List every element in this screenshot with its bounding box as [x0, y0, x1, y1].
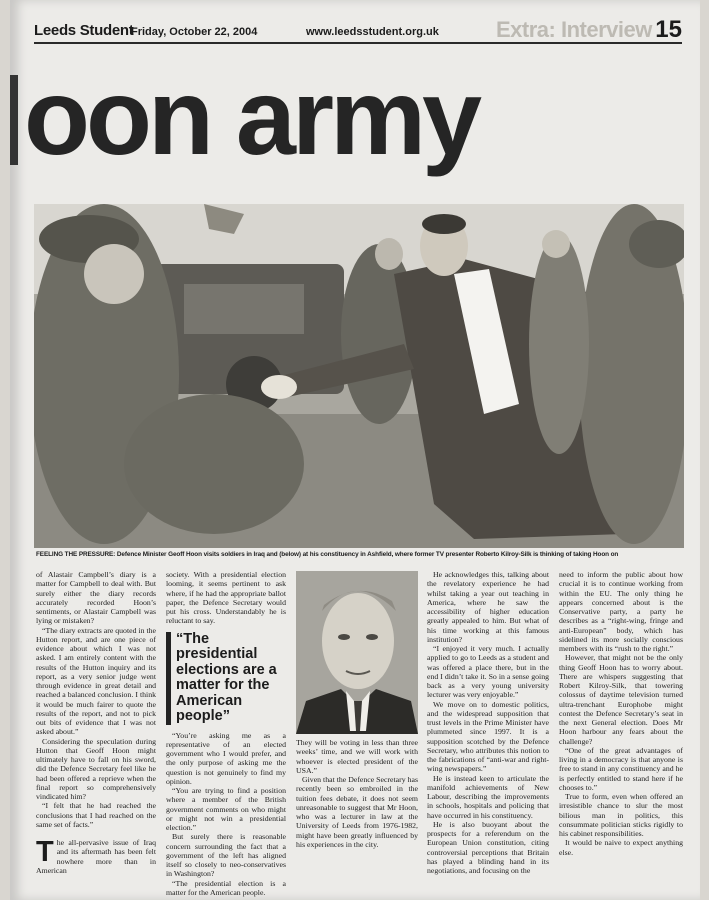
- portrait-photo: [296, 571, 418, 734]
- paragraph: “The diary extracts are quoted in the Hutton report, and are one piece of evidence about which I was not asked. I am entirely content with the results of the Hutton inquiry and its report, as a very senior judge went through evidence in great detail and reached a balanced conclusion. I think it would be much fairer to quote the results of the report, and not to pick out bits of evidence that I was not asked about.”: [36, 625, 156, 737]
- paragraph: He acknowledges this, talking about the revelatory experience he had whilst taking a year out teaching in America, where he saw the accessibility of higher education greatly appealed to him. But what of his time working at this famous institution?: [427, 570, 549, 644]
- article-column-3: [296, 738, 418, 849]
- paragraph: need to inform the public about how crucial it is to continue working from within the EU. The only thing he appears concerned about is the Conservative party, a party he describes as a “right-wing, fringe and anti-European” body, which has sidelined its more socially conscious members with its “rush to the right.”: [559, 570, 683, 653]
- paragraph: “You are trying to find a position where a member of the British government comments on who might or might not win a presidential election.”: [166, 786, 286, 832]
- paragraph: Given that the Defence Secretary has recently been so embroiled in the tuition fees debate, it does not seem unreasonable to suggest that Mr Hoon, who was a lecturer in law at the University of Leeds from 1976-1982, might have been greatly influenced by his experiences in the city.: [296, 775, 418, 849]
- main-photo: [34, 204, 684, 548]
- issue-date: Friday, October 22, 2004: [131, 26, 258, 38]
- paragraph: “I felt that he had reached the conclusions that I had reached on the same set of facts.”: [36, 801, 156, 829]
- article-column-2: [166, 570, 286, 897]
- paragraph: “The presidential election is a matter for the American people.: [166, 878, 286, 897]
- dropcap: T: [36, 836, 54, 868]
- article-column-5: [559, 570, 683, 857]
- paragraph: They will be voting in less than three weeks’ time, and we will work with whoever is elected president of the USA.”: [296, 738, 418, 775]
- portrait-illustration: [296, 571, 418, 734]
- paragraph: He is also buoyant about the prospects for a referendum on the European Union constitution, citing controversial perceptions that Britain has played a blinding hand in its negotiations, and focusing on the: [427, 819, 549, 875]
- article-column-1: [36, 570, 156, 875]
- paragraph: He is instead keen to articulate the manifold achievements of New Labour, describing the improvements in schools, hospitals and policing that have occurred in his constituency.: [427, 773, 549, 820]
- photo-caption: FEELING THE PRESSURE: Defence Minister Geoff Hoon visits soldiers in Iraq and (below) at his constituency in Ashfield, where former TV presenter Roberto Kilroy-Silk is thinking of taking Hoon on: [36, 551, 619, 558]
- section-title: Extra: Interview: [496, 17, 652, 42]
- dropcap-paragraph: [36, 838, 156, 875]
- headline: oon army: [24, 56, 479, 177]
- article-column-4: [427, 570, 549, 875]
- paragraph: It would be naive to expect anything else.: [559, 838, 683, 857]
- newspaper-page: [10, 0, 700, 900]
- pull-quote: “The presidential elections are a matter for the American people”: [166, 632, 286, 725]
- publication-name: Leeds Student: [34, 22, 134, 39]
- website-link[interactable]: www.leedsstudent.org.uk: [306, 26, 439, 38]
- main-photo-illustration: [34, 204, 684, 548]
- paragraph: True to form, even when offered an irresistible chance to slur the most bilious man in politics, this consummate politician sticks rigidly to his cabinet responsibilities.: [559, 792, 683, 838]
- headline-edge-fragment: [10, 75, 18, 165]
- paragraph: “You’re asking me as a representative of an elected government who I would prefer, and the only purpose of asking me the question is not genuinely to find my opinion.: [166, 730, 286, 786]
- paragraph-text: he all-pervasive issue of Iraq and its aftermath has been felt nowhere more than in American: [36, 838, 156, 875]
- paragraph: But surely there is reasonable concern surrounding the fact that a government of the left has aligned itself so closely to neo-conservatives in Washington?: [166, 832, 286, 879]
- paragraph: We move on to domestic politics, and the widespread supposition that trust levels in the Prime Minister have plummeted since 1997. It is a supposition scotched by the Defence Secretary, who attributes this notion to the fabrications of “anti-war and right-wing newspapers.”: [427, 699, 549, 774]
- masthead-folio: [34, 16, 682, 44]
- paragraph: “One of the great advantages of living in a democracy is that anyone is free to stand in any constituency and he is perfectly entitled to stand here if he chooses to.”: [559, 745, 683, 792]
- paragraph: However, that might not be the only thing Geoff Hoon has to worry about. There are whispers suggesting that Robert Kilroy-Silk, that towering colossus of daytime television turned ultra-trenchant Europhobe might contest the Defence Secretary’s seat in the next General election. Does Mr Hoon harbour any fears about the challenge?: [559, 653, 683, 746]
- paragraph: Considering the speculation during Hutton that Geoff Hoon might ultimately have to fall on his sword, did the Defence Secretary feel like he had been offered a reprieve when the final report so comprehensively vindicated him?: [36, 736, 156, 801]
- page-number: 15: [655, 16, 682, 43]
- paragraph: of Alastair Campbell’s diary is a matter for Campbell to deal with. But surely either the diary records accurately recorded Hoon’s sentiments, or Alastair Campbell was lying or mistaken?: [36, 570, 156, 626]
- paragraph: society. With a presidential election looming, it seems pertinent to ask where, if he had the appropriate ballot paper, the Defence Secretary would put his cross. Understandably he is reluctant to say.: [166, 570, 286, 626]
- paragraph: “I enjoyed it very much. I actually applied to go to Leeds as a student and was offered a place there, but in the end I didn’t take it. So in a sense going back as a very young university lecturer was very enjoyable.”: [427, 644, 549, 700]
